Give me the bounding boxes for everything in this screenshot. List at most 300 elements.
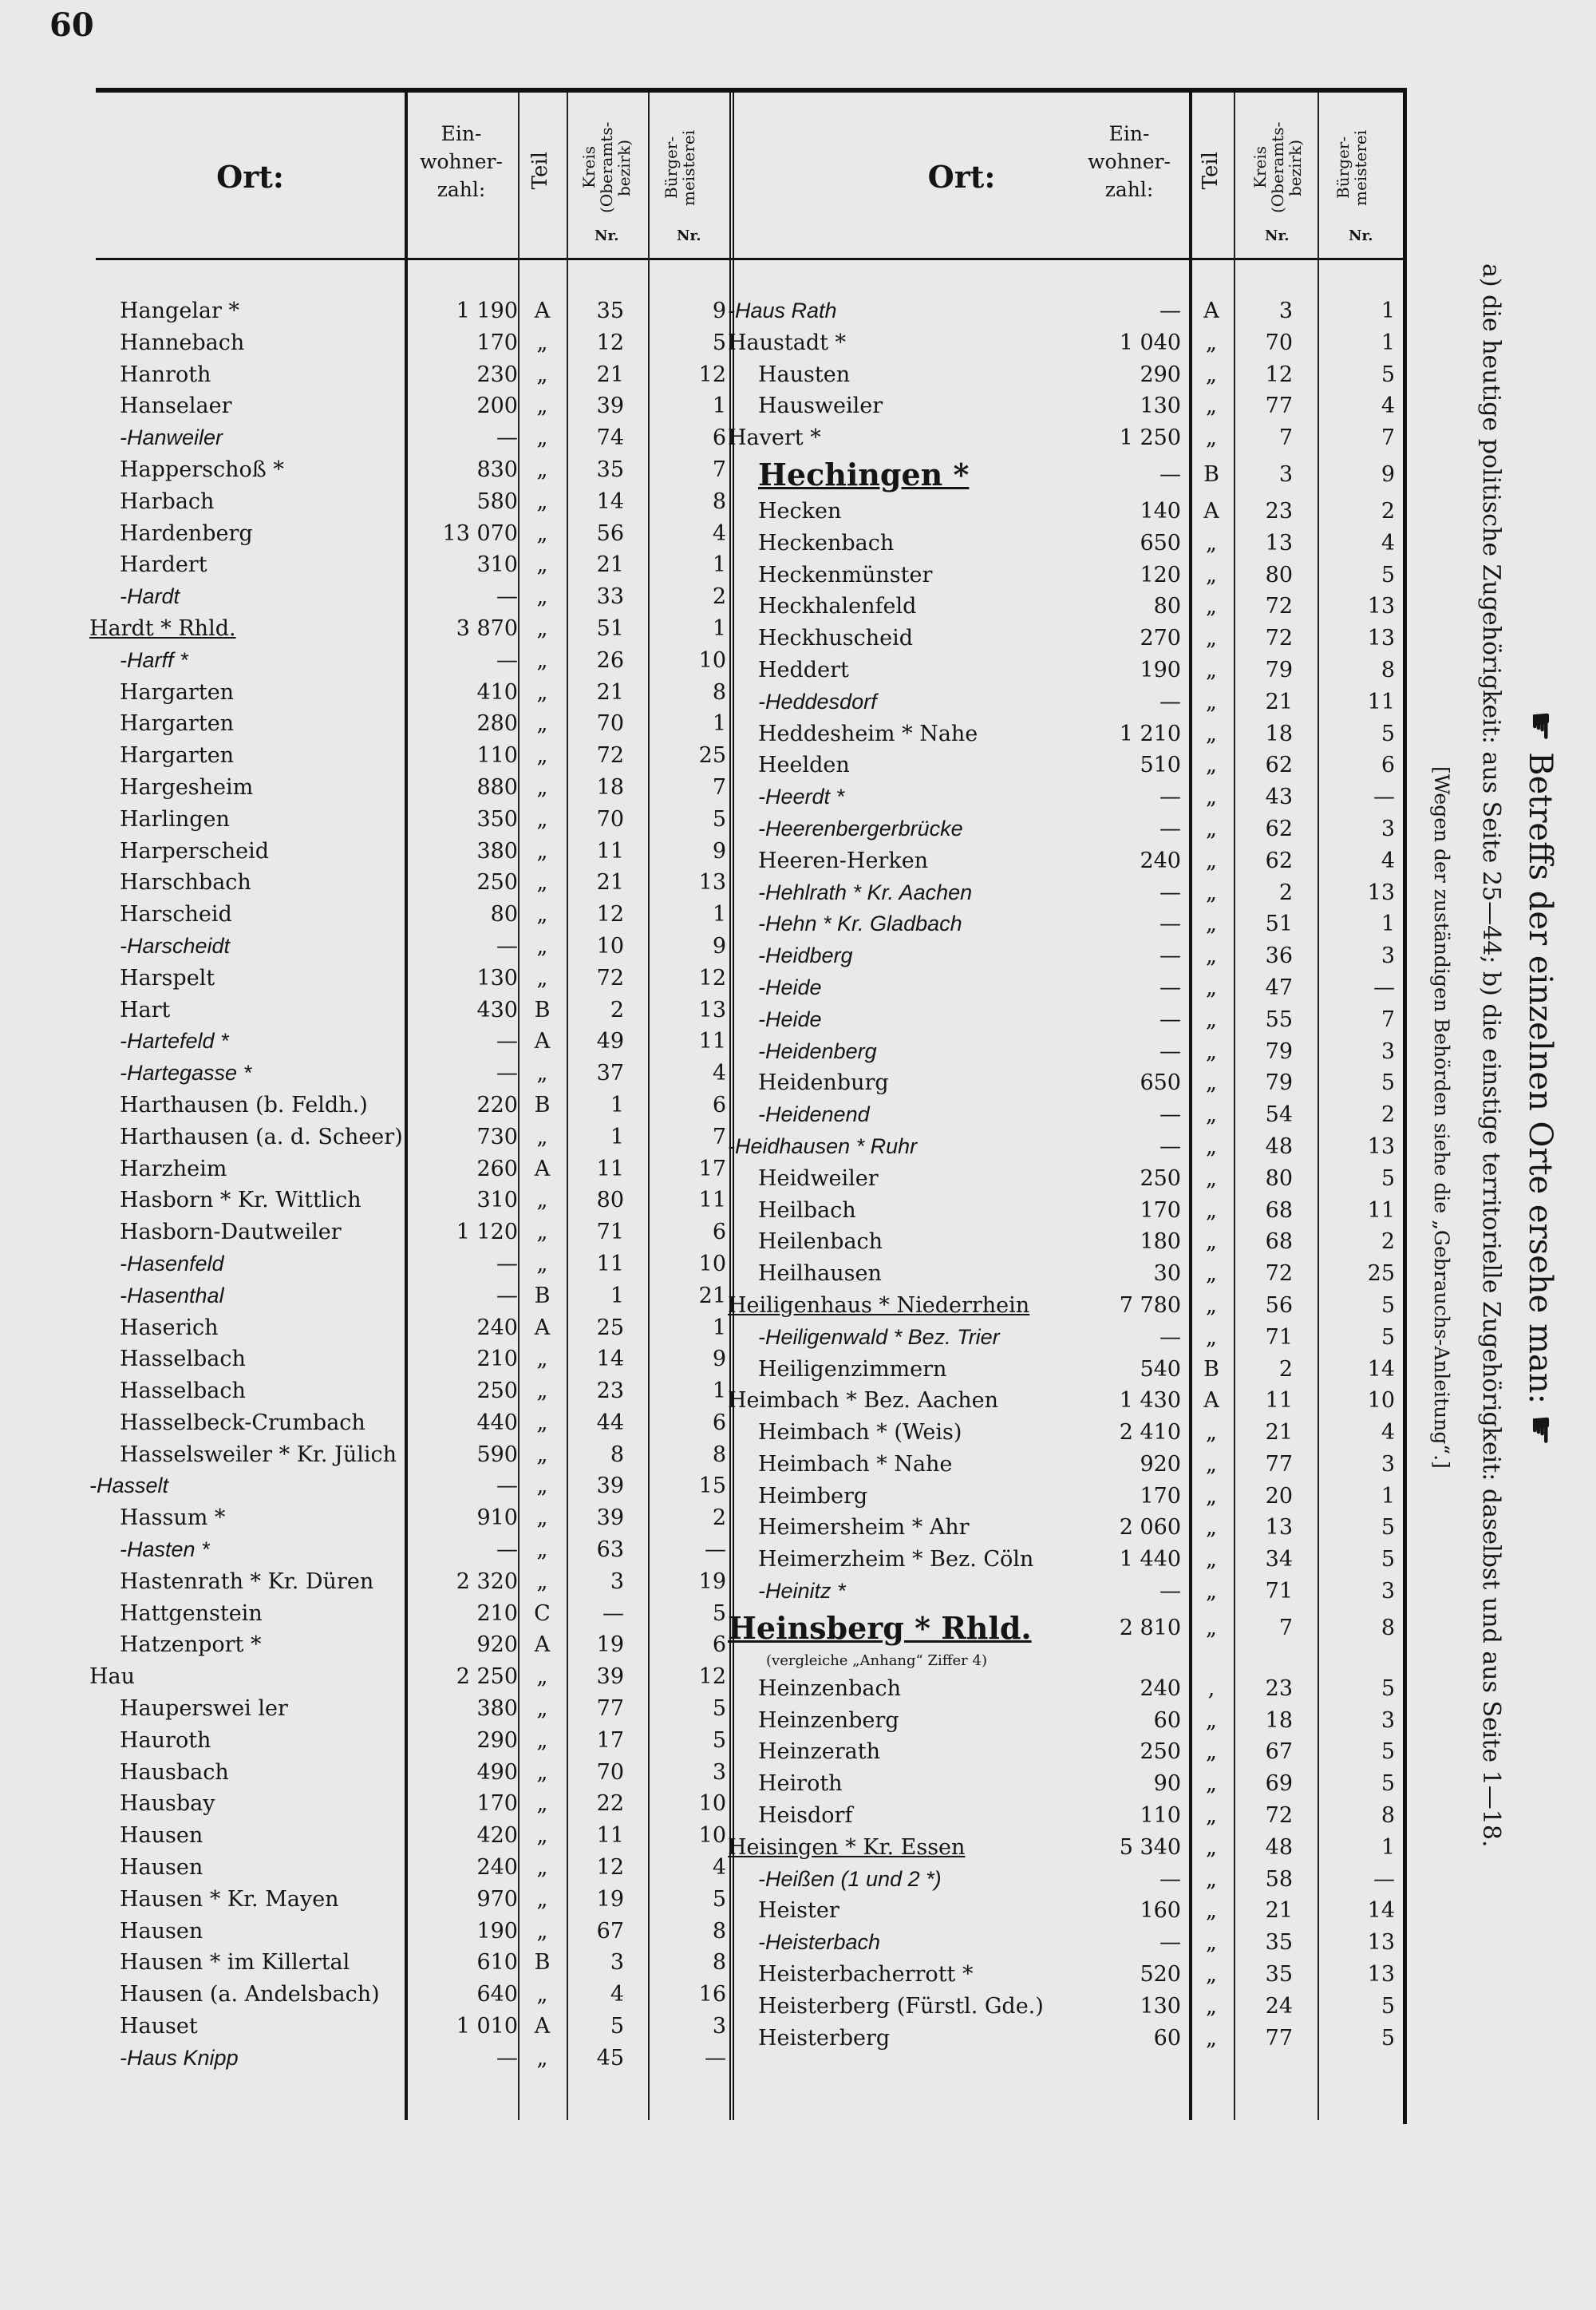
kreis-nr: 22 [596, 1791, 624, 1817]
kreis-nr: 39 [596, 1505, 624, 1531]
table-row [96, 486, 732, 518]
buergermeisterei-nr: 6 [712, 425, 726, 451]
teil: „ [1206, 753, 1217, 778]
table-row [96, 1216, 732, 1248]
table-row [96, 549, 732, 581]
population: 250 [476, 1378, 518, 1404]
table-row [96, 454, 732, 486]
population: 80 [1153, 594, 1181, 619]
teil: „ [536, 520, 548, 546]
place-name: Harthausen (b. Feldh.) [120, 1092, 368, 1117]
place-name: Happerschoß * [120, 457, 284, 482]
table-row [734, 940, 1403, 972]
place-name: Hasborn * Kr. Wittlich [120, 1188, 361, 1213]
teil: „ [1206, 721, 1217, 746]
place-name: -Heidenend [758, 1102, 870, 1127]
buergermeisterei-nr: 3 [1381, 1038, 1395, 1064]
place-name: Hanselaer [120, 394, 232, 419]
teil: „ [1206, 594, 1217, 619]
place-name: Hasselbeck-Crumbach [120, 1410, 365, 1435]
page-number: 60 [49, 6, 94, 44]
table-row [96, 1280, 732, 1312]
place-name: Hargarten [120, 711, 235, 737]
teil: „ [536, 1188, 548, 1213]
teil: „ [536, 1568, 548, 1594]
kreis-nr: 12 [596, 330, 624, 355]
place-name: Hausbach [120, 1759, 229, 1785]
buergermeisterei-nr: 5 [712, 1727, 726, 1753]
population: — [496, 1283, 518, 1308]
buergermeisterei-nr: 10 [698, 1791, 726, 1817]
table-row [96, 1312, 732, 1344]
buergermeisterei-nr: 1 [712, 711, 726, 737]
buergermeisterei-nr: 6 [712, 1410, 726, 1435]
place-name: -Heerdt * [758, 785, 845, 809]
place-name: -Harff * [120, 647, 188, 672]
population: — [1159, 461, 1181, 487]
population: 220 [476, 1092, 518, 1117]
population: 310 [476, 1188, 518, 1213]
header-einwohner: Ein- wohner- zahl: [420, 122, 503, 201]
table-row [728, 1131, 1403, 1163]
population: 280 [476, 711, 518, 737]
kreis-nr: 12 [1265, 362, 1293, 387]
place-name: Harthausen (a. d. Scheer) [120, 1124, 403, 1149]
buergermeisterei-nr: 10 [698, 647, 726, 673]
population: — [496, 2045, 518, 2071]
population: 210 [476, 1347, 518, 1372]
population: 170 [476, 330, 518, 355]
table-row [734, 359, 1403, 391]
kreis-nr: 18 [1265, 721, 1293, 746]
table-row [734, 528, 1403, 560]
table-row [96, 740, 732, 772]
table-row [734, 845, 1403, 877]
buergermeisterei-nr: 9 [712, 933, 726, 959]
kreis-nr: 48 [1265, 1834, 1293, 1860]
place-name: -Heddesdorf [758, 689, 877, 714]
table-row [96, 2011, 732, 2043]
header-divider [96, 258, 1403, 260]
kreis-nr: 13 [1265, 530, 1293, 556]
teil: „ [536, 1220, 548, 1245]
kreis-nr: 68 [1265, 1197, 1293, 1223]
table-row [96, 1026, 732, 1058]
place-name: Heimbach * (Weis) [758, 1420, 962, 1446]
kreis-nr: 45 [596, 2045, 624, 2071]
teil: „ [1206, 1866, 1217, 1892]
kreis-nr: 62 [1265, 816, 1293, 841]
right-column-rows [728, 295, 1403, 2054]
teil: „ [1206, 975, 1217, 1000]
table-row [734, 1163, 1403, 1195]
table-row [96, 708, 732, 740]
left-column-rows [89, 295, 732, 2075]
header-einwohner: Ein- wohner- zahl: [1088, 122, 1171, 201]
buergermeisterei-nr: 1 [1381, 1483, 1395, 1509]
table-row [96, 359, 732, 391]
buergermeisterei-nr: 4 [1381, 530, 1395, 556]
teil: „ [536, 1855, 548, 1881]
kreis-nr: 79 [1265, 1038, 1293, 1064]
buergermeisterei-nr: 13 [1367, 880, 1395, 905]
population: 190 [1140, 657, 1181, 682]
table-row [734, 390, 1403, 422]
kreis-nr: 63 [596, 1537, 624, 1563]
population: 650 [1140, 1070, 1181, 1096]
place-name: Hausen [120, 1855, 203, 1881]
population: — [1159, 785, 1181, 810]
table-row [96, 1566, 732, 1598]
population: — [1159, 943, 1181, 969]
buergermeisterei-nr: 2 [1381, 1102, 1395, 1128]
table-row [734, 1705, 1403, 1737]
population: 640 [476, 1982, 518, 2007]
buergermeisterei-nr: 9 [712, 838, 726, 864]
kreis-nr: 35 [1265, 1930, 1293, 1956]
population: 240 [476, 1315, 518, 1340]
population: 290 [1140, 362, 1181, 387]
place-name: Heinzenbach [758, 1675, 902, 1701]
kreis-nr: 36 [1265, 943, 1293, 969]
population: — [1159, 1007, 1181, 1032]
kreis-nr: 14 [596, 489, 624, 514]
teil: „ [1206, 1615, 1217, 1640]
population: 13 070 [442, 520, 518, 546]
population: 7 780 [1119, 1292, 1181, 1318]
buergermeisterei-nr: 5 [1381, 362, 1395, 387]
place-name: Harbach [120, 489, 215, 514]
table-row [96, 804, 732, 836]
buergermeisterei-nr: 1 [712, 615, 726, 641]
kreis-nr: 4 [610, 1982, 624, 2007]
place-name: Hassum * [120, 1505, 226, 1531]
population: — [1159, 1930, 1181, 1956]
table-row [96, 867, 732, 899]
teil: B [534, 1283, 551, 1308]
table-row [96, 390, 732, 422]
place-name: Hecken [758, 498, 842, 524]
place-name: -Heidberg [758, 943, 853, 968]
kreis-nr: 3 [610, 1950, 624, 1976]
place-name: Hasborn-Dautweiler [120, 1220, 342, 1245]
place-name: Hasselbach [120, 1347, 246, 1372]
place-name: Harzheim [120, 1156, 227, 1181]
table-row [734, 1067, 1403, 1099]
table-row [96, 1757, 732, 1789]
population: — [496, 1537, 518, 1563]
place-name: -Heide [758, 1007, 822, 1031]
buergermeisterei-nr: 5 [712, 806, 726, 832]
teil: „ [536, 1061, 548, 1086]
population: 380 [476, 838, 518, 864]
buergermeisterei-nr: — [1373, 1866, 1395, 1892]
table-row [96, 1629, 732, 1661]
buergermeisterei-nr: 6 [1381, 753, 1395, 778]
population: 1 120 [456, 1220, 518, 1245]
buergermeisterei-nr: 8 [712, 1442, 726, 1467]
kreis-nr: 3 [610, 1568, 624, 1594]
population: 1 210 [1119, 721, 1181, 746]
kreis-nr: 2 [610, 997, 624, 1022]
kreis-nr: 70 [596, 711, 624, 737]
buergermeisterei-nr: 3 [1381, 1451, 1395, 1477]
buergermeisterei-nr: 1 [1381, 330, 1395, 355]
population: 3 870 [456, 615, 518, 641]
teil: „ [1206, 657, 1217, 682]
buergermeisterei-nr: 8 [712, 1950, 726, 1976]
buergermeisterei-nr: 4 [1381, 1420, 1395, 1446]
population: 200 [476, 394, 518, 419]
teil: „ [536, 1251, 548, 1276]
teil: „ [536, 1886, 548, 1912]
teil: , [1207, 1675, 1215, 1701]
place-name: Hart [120, 997, 171, 1022]
kreis-nr: 67 [1265, 1739, 1293, 1765]
buergermeisterei-nr: — [1373, 785, 1395, 810]
kreis-nr: 44 [596, 1410, 624, 1435]
population: 240 [1140, 848, 1181, 873]
teil: „ [536, 615, 548, 641]
kreis-nr: 77 [596, 1696, 624, 1722]
population: 350 [476, 806, 518, 832]
population: 240 [476, 1855, 518, 1881]
teil: „ [1206, 1292, 1217, 1318]
place-name: Haserich [120, 1315, 219, 1340]
population: 880 [476, 774, 518, 800]
side-note [1416, 263, 1565, 2099]
place-name: -Hasenfeld [120, 1251, 224, 1276]
population: 420 [476, 1823, 518, 1849]
place-name: -Heidenberg [758, 1038, 877, 1063]
buergermeisterei-nr: — [1373, 975, 1395, 1000]
population: 250 [476, 870, 518, 896]
buergermeisterei-nr: 2 [712, 1505, 726, 1531]
table-row [96, 327, 732, 359]
population: 2 810 [1119, 1615, 1181, 1640]
teil: „ [536, 774, 548, 800]
kreis-nr: 8 [610, 1442, 624, 1467]
population: — [496, 1251, 518, 1276]
table-row [734, 908, 1403, 940]
buergermeisterei-nr: 6 [712, 1220, 726, 1245]
table-row [734, 1649, 1403, 1673]
teil: A [534, 1315, 551, 1340]
buergermeisterei-nr: 5 [1381, 1739, 1395, 1765]
table-row [89, 613, 732, 645]
buergermeisterei-nr: 5 [1381, 1675, 1395, 1701]
population: 380 [476, 1696, 518, 1722]
teil: „ [536, 362, 548, 387]
kreis-nr: 13 [1265, 1515, 1293, 1541]
kreis-nr: 48 [1265, 1133, 1293, 1159]
teil: „ [1206, 1038, 1217, 1064]
population: 5 340 [1119, 1834, 1181, 1860]
place-name: -Hartefeld * [120, 1029, 229, 1054]
kreis-nr: 67 [596, 1918, 624, 1944]
buergermeisterei-nr: 1 [712, 1378, 726, 1404]
kreis-nr: 62 [1265, 848, 1293, 873]
table-row [96, 1693, 732, 1725]
place-name: Heckhalenfeld [758, 594, 917, 619]
kreis-nr: 2 [1278, 1356, 1293, 1382]
population: 830 [476, 457, 518, 482]
table-row [734, 1258, 1403, 1290]
teil: „ [1206, 1962, 1217, 1988]
buergermeisterei-nr: 11 [1367, 1197, 1395, 1223]
place-name: -Hehn * Kr. Gladbach [758, 912, 962, 936]
buergermeisterei-nr: 4 [712, 1061, 726, 1086]
header-buergermeisterei: Bürger-meisterei [1333, 129, 1370, 206]
teil: „ [1206, 1133, 1217, 1159]
teil: „ [1206, 1707, 1217, 1733]
kreis-nr: 79 [1265, 657, 1293, 682]
buergermeisterei-nr: 11 [1367, 689, 1395, 714]
teil: „ [536, 806, 548, 832]
teil: „ [536, 457, 548, 482]
kreis-nr: 12 [596, 1855, 624, 1881]
teil: „ [1206, 785, 1217, 810]
table-row [89, 1470, 732, 1502]
place-name: Heddert [758, 657, 849, 682]
table-row [96, 1598, 732, 1630]
place-name: Hargarten [120, 679, 235, 705]
place-name: Heisterbacherrott * [758, 1962, 974, 1988]
table-row [728, 422, 1403, 454]
kreis-nr: 21 [1265, 689, 1293, 714]
place-name: (vergleiche „Anhang“ Ziffer 4) [766, 1651, 987, 1669]
teil: „ [1206, 1771, 1217, 1797]
table-row [734, 1544, 1403, 1576]
population: 140 [1140, 498, 1181, 524]
kreis-nr: 3 [1278, 299, 1293, 323]
kreis-nr: 20 [1265, 1483, 1293, 1509]
kreis-nr: 72 [1265, 626, 1293, 651]
place-name: Heisterberg [758, 2025, 891, 2051]
kreis-nr: 25 [596, 1315, 624, 1340]
population: 520 [1140, 1962, 1181, 1988]
place-name: Hauset [120, 2014, 198, 2039]
place-name: Hausen * Kr. Mayen [120, 1886, 339, 1912]
table-row [734, 750, 1403, 781]
table-row [96, 1916, 732, 1948]
buergermeisterei-nr: 17 [698, 1156, 726, 1181]
place-name: Heelden [758, 753, 850, 778]
table-row [734, 1481, 1403, 1513]
place-name: Heimersheim * Ahr [758, 1515, 970, 1541]
teil: „ [1206, 362, 1217, 387]
population: 170 [1140, 1197, 1181, 1223]
kreis-nr: 68 [1265, 1229, 1293, 1255]
place-name: -Heerenbergerbrücke [758, 816, 963, 841]
kreis-nr: 72 [1265, 594, 1293, 619]
table-row [734, 1736, 1403, 1768]
kreis-nr: 21 [1265, 1420, 1293, 1446]
kreis-nr: 23 [596, 1378, 624, 1404]
teil: A [1203, 1388, 1219, 1414]
kreis-nr: 21 [1265, 1898, 1293, 1924]
buergermeisterei-nr: 3 [1381, 816, 1395, 841]
kreis-nr: 11 [596, 1156, 624, 1181]
teil: A [534, 1156, 551, 1181]
kreis-nr: 11 [596, 838, 624, 864]
buergermeisterei-nr: 9 [712, 299, 726, 323]
header-teil: Teil [528, 152, 552, 190]
population: 580 [476, 489, 518, 514]
table-row [734, 972, 1403, 1004]
population: 1 440 [1119, 1547, 1181, 1572]
table-row [734, 1673, 1403, 1705]
buergermeisterei-nr: 13 [698, 870, 726, 896]
population: — [496, 425, 518, 451]
table-row [96, 995, 732, 1026]
place-name: -Hardt [120, 584, 180, 609]
population: 270 [1140, 626, 1181, 651]
population: 2 060 [1119, 1515, 1181, 1541]
table-row [734, 718, 1403, 750]
teil: „ [1206, 689, 1217, 714]
teil: „ [1206, 1197, 1217, 1223]
side-note-heading [1515, 263, 1565, 2099]
header-nr: Nr. [677, 227, 701, 244]
place-name: -Heiligenwald * Bez. Trier [758, 1324, 1000, 1349]
population: — [496, 933, 518, 959]
buergermeisterei-nr: 5 [1381, 1324, 1395, 1350]
table-row [728, 327, 1403, 359]
population: 130 [1140, 394, 1181, 419]
buergermeisterei-nr: 8 [712, 1918, 726, 1944]
kreis-nr: 71 [1265, 1324, 1293, 1350]
place-name: Heckhuscheid [758, 626, 914, 651]
table-row [734, 781, 1403, 813]
kreis-nr: 51 [1265, 912, 1293, 937]
kreis-nr: 11 [596, 1823, 624, 1849]
population: 730 [476, 1124, 518, 1149]
population: 240 [1140, 1675, 1181, 1701]
kreis-nr: 43 [1265, 785, 1293, 810]
kreis-nr: 58 [1265, 1866, 1293, 1892]
place-name: Heimbach * Bez. Aachen [728, 1388, 999, 1414]
population: — [1159, 975, 1181, 1000]
table-row [96, 1153, 732, 1185]
buergermeisterei-nr: 11 [698, 1188, 726, 1213]
table-row [734, 1036, 1403, 1068]
table-row [96, 1439, 732, 1471]
teil: „ [1206, 1229, 1217, 1255]
place-name: Hauroth [120, 1727, 211, 1753]
buergermeisterei-nr: 3 [1381, 1707, 1395, 1733]
teil: „ [536, 902, 548, 928]
table-row [734, 454, 1403, 496]
buergermeisterei-nr: 8 [712, 489, 726, 514]
table-row [734, 496, 1403, 528]
table-row [734, 813, 1403, 845]
place-name: Heidweiler [758, 1165, 879, 1191]
kreis-nr: 54 [1265, 1102, 1293, 1128]
place-name: Hasselsweiler * Kr. Jülich [120, 1442, 397, 1467]
table-row [734, 1576, 1403, 1608]
kreis-nr: 34 [1265, 1547, 1293, 1572]
place-name: -Haus Rath [728, 299, 837, 322]
kreis-nr: 72 [1265, 1261, 1293, 1287]
table-row [734, 1991, 1403, 2023]
teil: „ [536, 647, 548, 673]
kreis-nr: 71 [1265, 1579, 1293, 1604]
buergermeisterei-nr: 13 [1367, 1962, 1395, 1988]
kreis-nr: 24 [1265, 1993, 1293, 2019]
buergermeisterei-nr: 12 [698, 362, 726, 387]
buergermeisterei-nr: 12 [698, 965, 726, 991]
